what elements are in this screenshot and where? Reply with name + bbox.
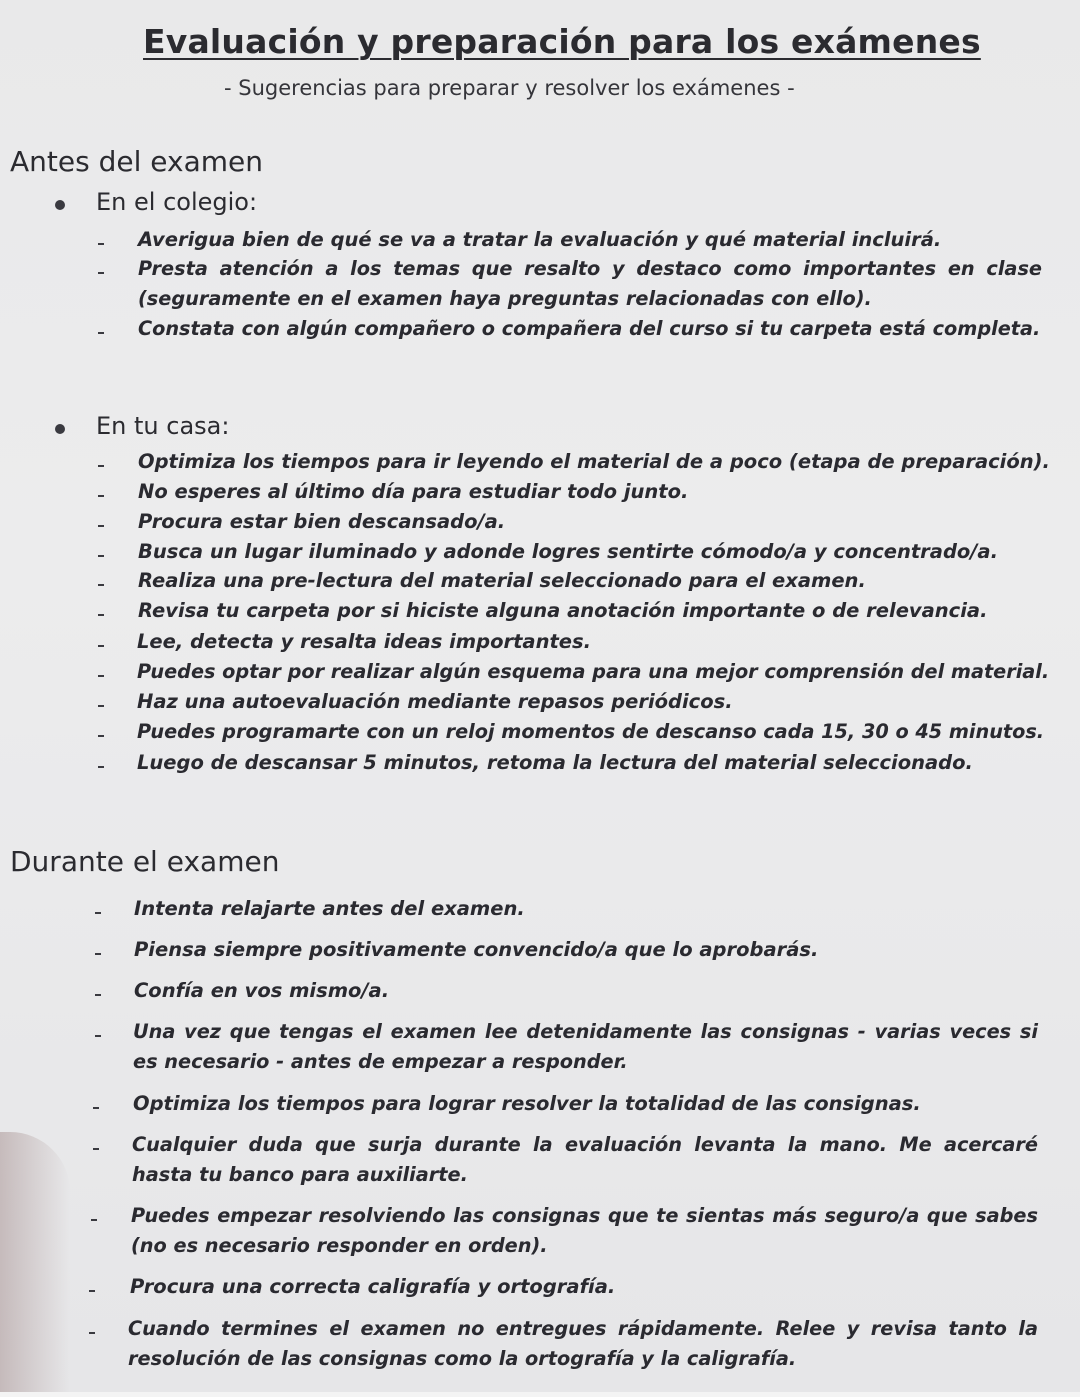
list-item: No esperes al último día para estudiar todo junto. [138,480,689,503]
list-item: Averigua bien de qué se va a tratar la evaluación y qué material incluirá. [138,228,942,251]
dash-icon [98,584,104,586]
document-subtitle: - Sugerencias para preparar y resolver los exámenes - [224,76,795,100]
dash-icon [98,465,104,467]
dash-icon [89,1332,95,1334]
dash-icon [93,1148,99,1150]
section-heading-durante: Durante el examen [10,845,280,878]
list-item: Procura estar bien descansado/a. [138,510,506,533]
list-item: Puedes programarte con un reloj momentos de descanso cada 15, 30 o 45 minutos. [137,720,1045,743]
dash-icon [98,645,104,647]
list-item: Piensa siempre positivamente convencido/a que lo aprobarás. [134,938,819,961]
list-item: Revisa tu carpeta por si hiciste alguna anotación importante o de relevancia. [138,599,988,622]
dash-icon [98,614,104,616]
dash-icon [89,1290,95,1292]
list-item: Puedes empezar resolviendo las consignas que te sientas más seguro/a que sabes (no es necesario responder en orden). [131,1204,1038,1257]
bullet-icon [55,200,65,210]
dash-icon [98,675,104,677]
list-item: Cuando termines el examen no entregues rápidamente. Relee y revisa tanto la resolución de las consignas como la ortografía y la caligrafía. [128,1317,1038,1370]
subsection-label-casa: En tu casa: [96,412,230,440]
section-heading-antes: Antes del examen [10,145,263,178]
list-item: Lee, detecta y resalta ideas importantes. [137,630,592,653]
dash-icon [98,735,104,737]
dash-icon [93,1107,99,1109]
list-item: Constata con algún compañero o compañera del curso si tu carpeta está completa. [138,317,1041,340]
list-item: Haz una autoevaluación mediante repasos periódicos. [137,690,733,713]
document-title: Evaluación y preparación para los exámenes [143,22,981,61]
list-item: Puedes optar por realizar algún esquema para una mejor comprensión del material. [137,660,1050,683]
list-item: Cualquier duda que surja durante la evaluación levanta la mano. Me acercaré hasta tu banco para auxiliarte. [132,1133,1038,1186]
list-item: Presta atención a los temas que resalto y destaco como importantes en clase (seguramente en el examen haya preguntas relacionadas con ello). [138,257,1042,310]
finger-shadow [0,1132,70,1392]
dash-icon [98,332,104,334]
dash-icon [91,1219,97,1221]
subsection-label-colegio: En el colegio: [96,188,258,216]
bullet-icon [55,424,65,434]
dash-icon [98,495,104,497]
list-item: Realiza una pre-lectura del material seleccionado para el examen. [138,569,866,592]
list-item: Una vez que tengas el examen lee detenidamente las consignas - varias veces si es necesario - antes de empezar a responder. [133,1020,1038,1073]
dash-icon [98,243,104,245]
dash-icon [98,766,104,768]
dash-icon [98,555,104,557]
dash-icon [95,994,101,996]
dash-icon [95,1035,101,1037]
list-item: Optimiza los tiempos para ir leyendo el material de a poco (etapa de preparación). [138,450,1050,473]
list-item: Optimiza los tiempos para lograr resolver la totalidad de las consignas. [133,1092,921,1115]
dash-icon [95,953,101,955]
list-item: Luego de descansar 5 minutos, retoma la lectura del material seleccionado. [137,751,973,774]
dash-icon [95,912,101,914]
list-item: Busca un lugar iluminado y adonde logres sentirte cómodo/a y concentrado/a. [138,540,998,563]
page-bottom-edge [0,1392,1080,1397]
list-item: Confía en vos mismo/a. [134,979,390,1002]
dash-icon [98,705,104,707]
dash-icon [98,525,104,527]
dash-icon [98,272,104,274]
list-item: Intenta relajarte antes del examen. [134,897,525,920]
list-item: Procura una correcta caligrafía y ortografía. [130,1275,616,1298]
